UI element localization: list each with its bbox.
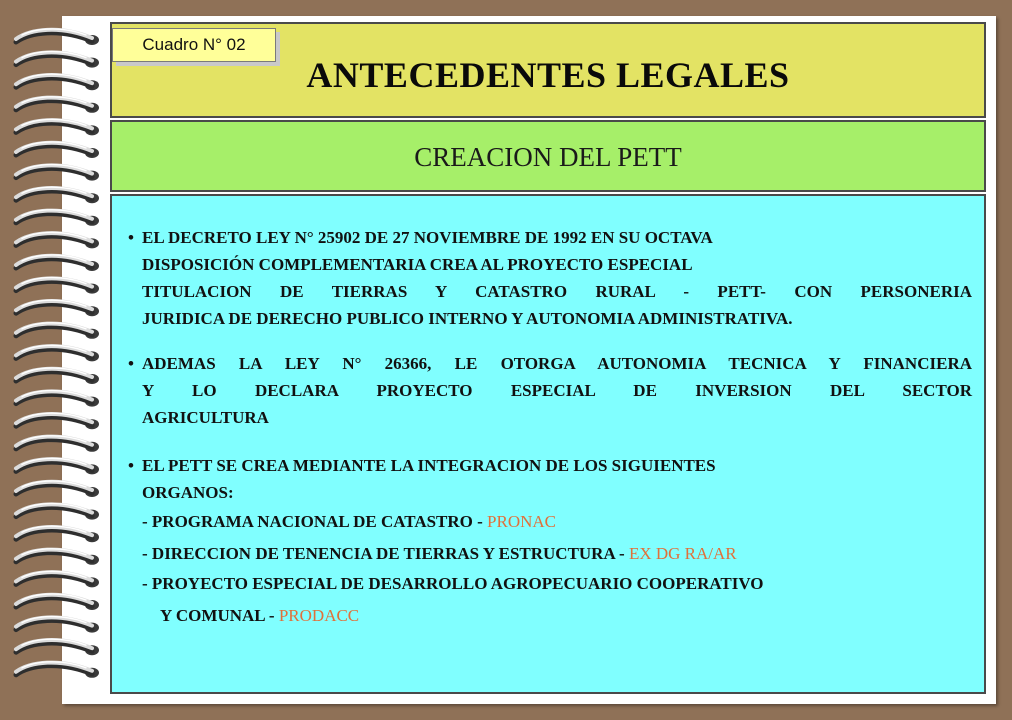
organ-item [160,604,359,628]
binding-ring [16,526,99,542]
binding-ring [16,594,99,610]
binding-ring [16,571,99,587]
organ-acronym: PRONAC [487,512,557,531]
organ-name: Y COMUNAL - [160,606,279,625]
bullet-line: ADEMAS LA LEY N° 26366, LE OTORGA AUTONOMIA TECNICA Y FINANCIERA [142,354,972,373]
bullet-decree [128,224,972,332]
bullet-dot: • [128,354,134,373]
bullet-line: DISPOSICIÓN COMPLEMENTARIA CREA AL PROYECTO ESPECIAL [142,255,693,274]
binding-ring [16,436,99,452]
binding-ring [16,458,99,474]
organ-item [142,510,556,534]
binding-ring [16,74,99,90]
content-panel [110,194,986,694]
binding-ring [16,549,99,565]
spiral-binding [0,0,120,720]
binding-ring [16,232,99,248]
binding-ring [16,504,99,520]
organ-item [142,572,764,596]
organ-item [142,542,737,566]
bullet-line: JURIDICA DE DERECHO PUBLICO INTERNO Y AUTONOMIA ADMINISTRATIVA. [142,309,793,328]
binding-ring [16,97,99,113]
bullet-law [128,350,972,431]
page-title: ANTECEDENTES LEGALES [306,55,790,95]
organ-acronym: EX DG RA/AR [628,544,737,563]
bullet-dot: • [128,456,134,475]
binding-ring [16,165,99,181]
binding-ring [16,52,99,68]
organ-name: - DIRECCION DE TENENCIA DE TIERRAS Y ESTRUCTURA - [142,544,629,563]
bullet-line: AGRICULTURA [142,408,269,427]
organ-acronym: PRODACC [278,606,360,625]
binding-ring [16,210,99,226]
binding-ring [16,368,99,384]
page-subtitle: CREACION DEL PETT [414,142,682,172]
bullet-integration [128,452,972,506]
binding-ring [16,323,99,339]
binding-ring [16,142,99,158]
organ-name: - PROGRAMA NACIONAL DE CATASTRO - [142,512,488,531]
subtitle-band [110,120,986,192]
bullet-line: EL DECRETO LEY N° 25902 DE 27 NOVIEMBRE DE 1992 EN SU OCTAVA [142,228,713,247]
binding-ring [16,119,99,135]
bullet-line: TITULACION DE TIERRAS Y CATASTRO RURAL - PETT- CON PERSONERIA [142,282,972,301]
bullet-line: ORGANOS: [142,483,234,502]
binding-ring [16,255,99,271]
binding-ring [16,481,99,497]
binding-ring [16,278,99,294]
binding-ring [16,345,99,361]
binding-ring [16,391,99,407]
binding-ring [16,617,99,633]
bullet-dot: • [128,228,134,247]
table-number-badge: Cuadro N° 02 [112,28,276,62]
bullet-line: EL PETT SE CREA MEDIANTE LA INTEGRACION DE LOS SIGUIENTES [142,456,716,475]
binding-ring [16,300,99,316]
binding-ring [16,29,99,45]
organ-name: - PROYECTO ESPECIAL DE DESARROLLO AGROPECUARIO COOPERATIVO [142,574,764,593]
binding-ring [16,187,99,203]
binding-ring [16,639,99,655]
bullet-line: Y LO DECLARA PROYECTO ESPECIAL DE INVERSION DEL SECTOR [142,381,972,400]
binding-ring [16,662,99,678]
binding-ring [16,413,99,429]
